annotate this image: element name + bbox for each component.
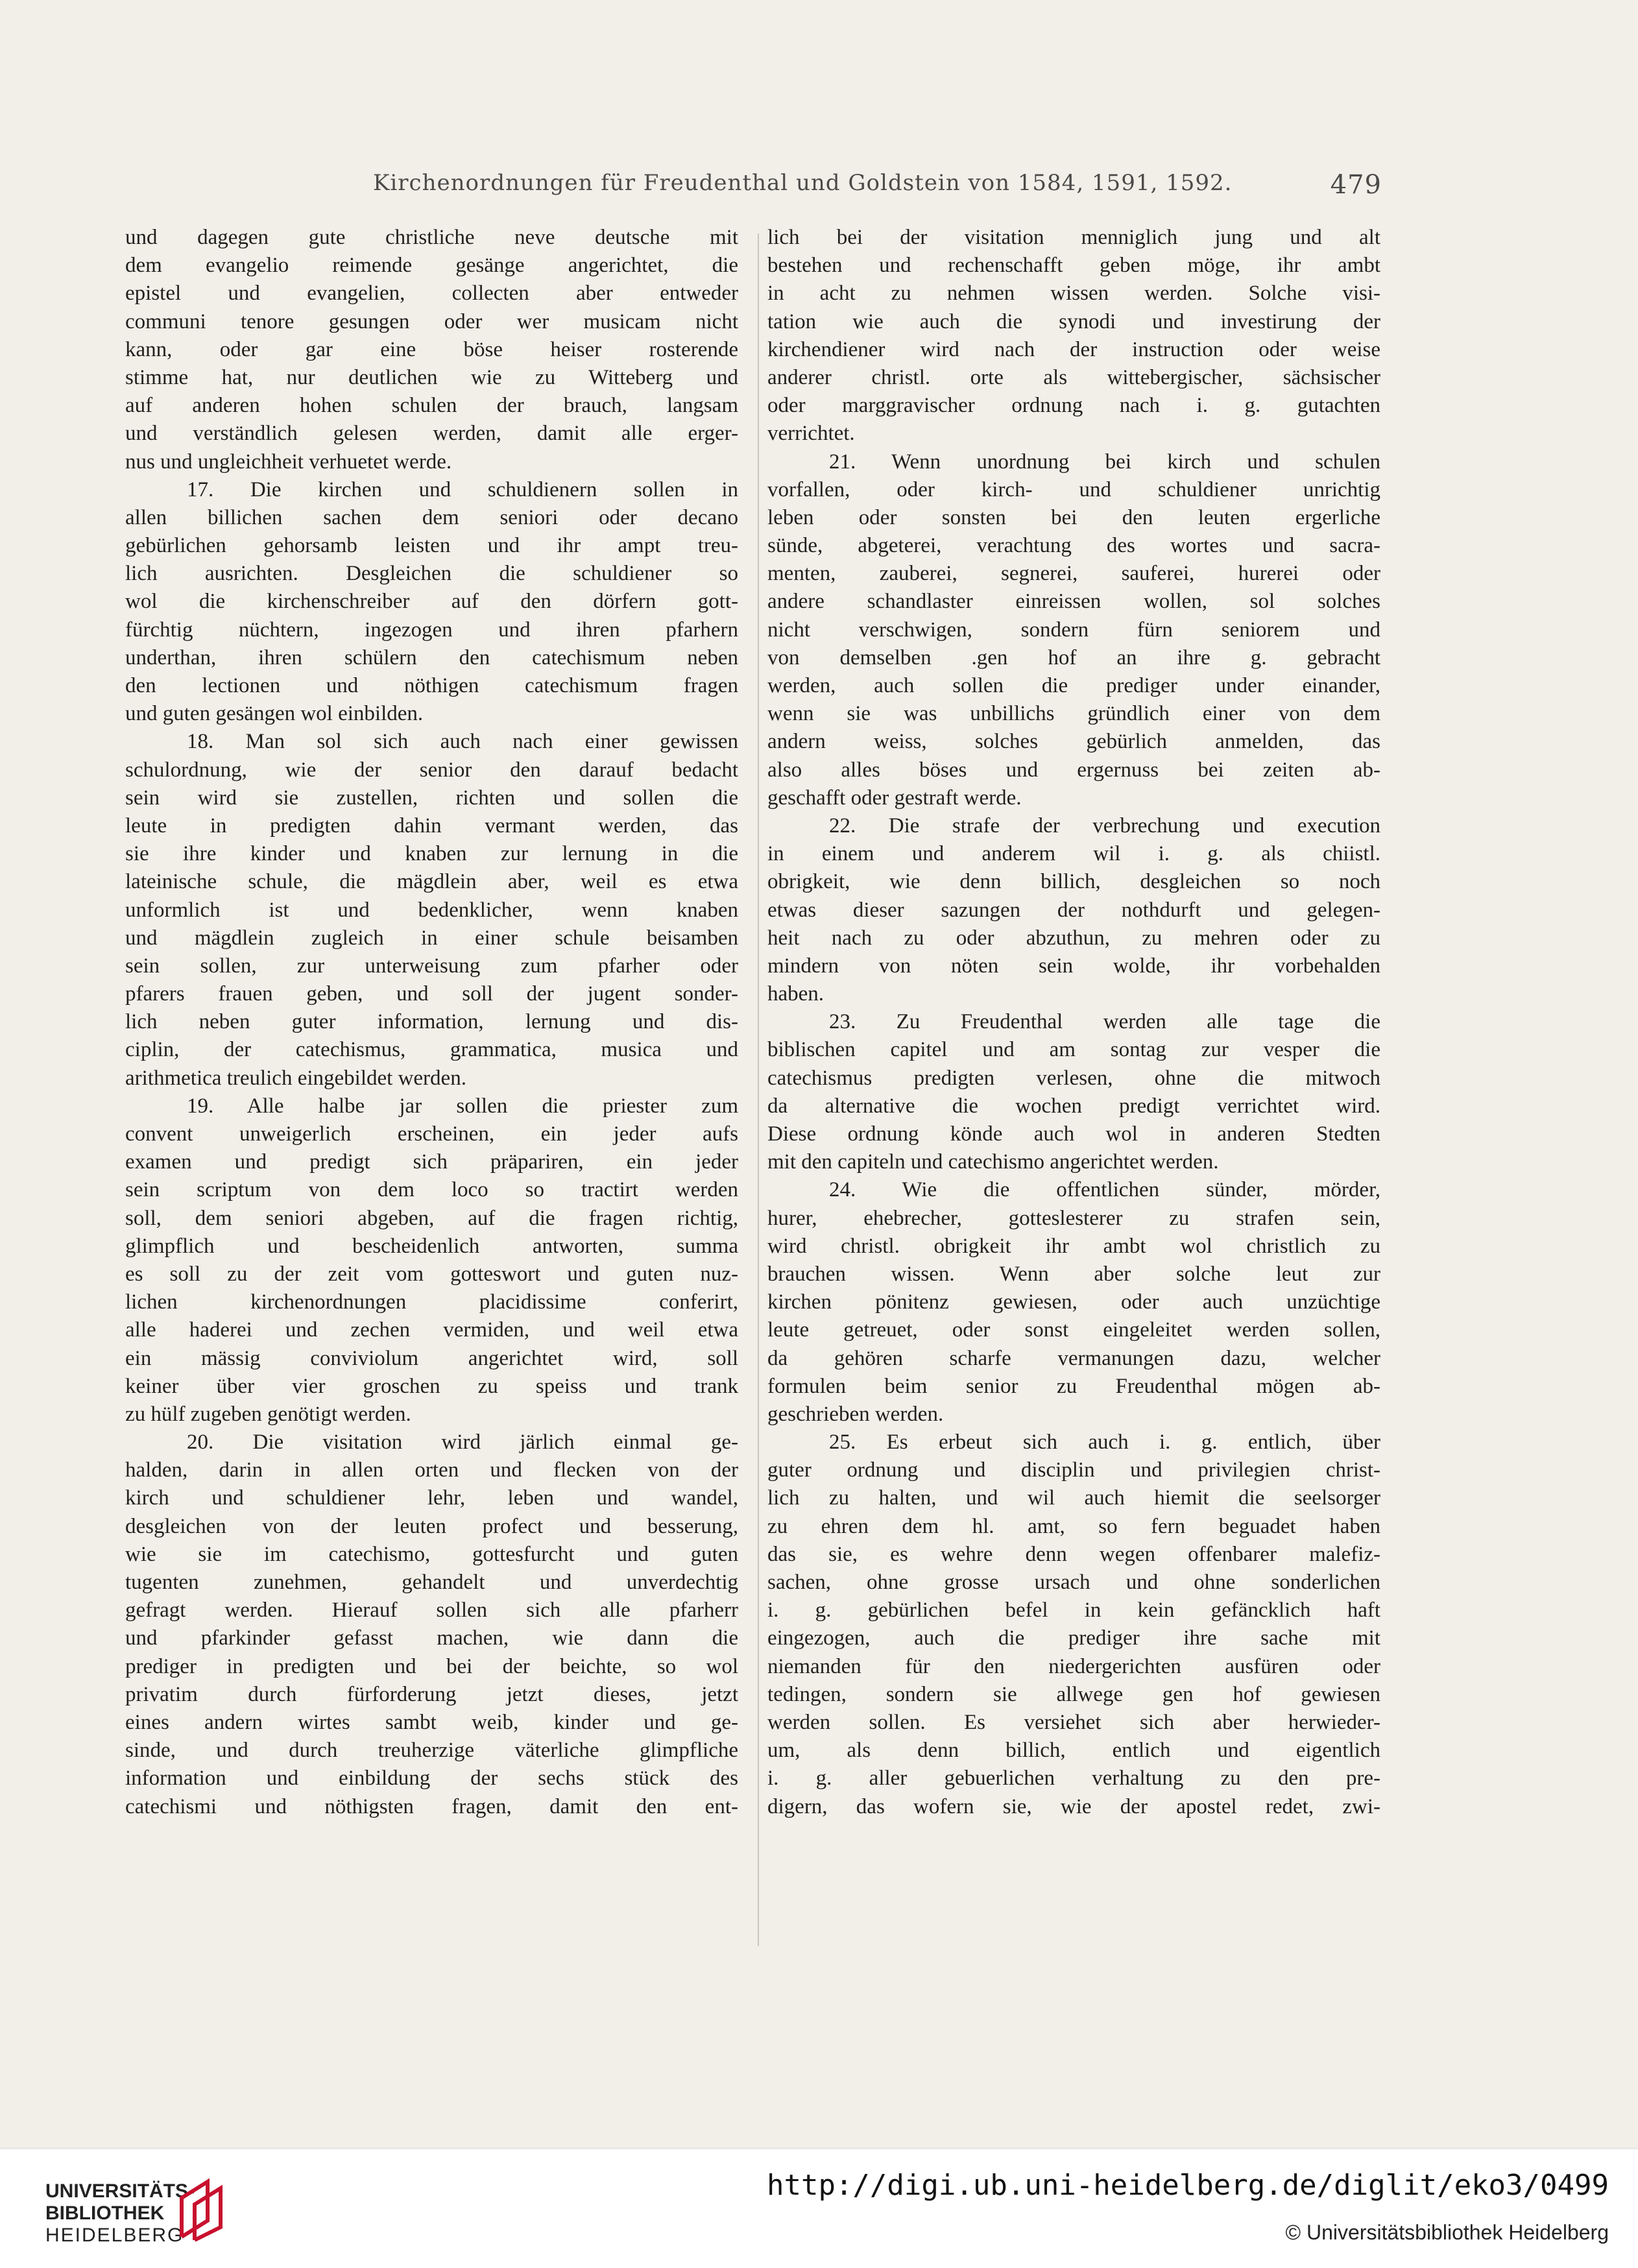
text-line: wol die kirchenschreiber auf den dörfern gott- [125,590,738,614]
text-line: und dagegen gute christliche neve deutsche mit [125,226,738,249]
text-line: epistel und evangelien, collecten aber entweder [125,282,738,306]
text-line: 25. Es erbeut sich auch i. g. entlich, über [829,1430,1380,1454]
footer-bar [0,2147,1638,2268]
text-line: und guten gesängen wol einbilden. [125,702,424,726]
logo-text: UNIVERSITÄTS- BIBLIOTHEK HEIDELBERG [45,2180,195,2246]
text-line: eines andern wirtes sambt weib, kinder und ge- [125,1710,738,1734]
text-line: und verständlich gelesen werden, damit alle erger- [125,422,738,446]
text-line: ciplin, der catechismus, grammatica, musica und [125,1038,738,1062]
text-line: 21. Wenn unordnung bei kirch und schulen [829,450,1380,474]
text-line: etwas dieser sazungen der nothdurft und gelegen- [767,898,1380,922]
text-line: den lectionen und nöthigen catechismum fragen [125,674,738,697]
text-line: sie ihre kinder und knaben zur lernung in die [125,842,738,866]
text-line: lich zu halten, und wil auch hiemit die seelsorger [767,1486,1380,1510]
copyright-notice: © Universitätsbibliothek Heidelberg [1285,2221,1609,2244]
header-title: Kirchenordnungen für Freudenthal und Goldstein von 1584, 1591, 1592. [373,170,1233,196]
text-line: nus und ungleichheit verhuetet werde. [125,450,452,474]
text-line: communi tenore gesungen oder wer musicam nicht [125,309,738,333]
text-line: anderer christl. orte als wittebergischer, sächsischer [767,365,1380,389]
text-line: haben. [767,982,825,1006]
text-line: digern, das wofern sie, wie der apostel redet, zwi- [767,1794,1380,1818]
text-line: leben oder sonsten bei den leuten ergerliche [767,505,1380,529]
text-line: brauchen wissen. Wenn aber solche leut zur [767,1262,1380,1286]
column-divider [758,234,759,1946]
text-line: catechismus predigten verlesen, ohne die mitwoch [767,1066,1380,1090]
text-line: allen billichen sachen dem seniori oder decano [125,505,738,529]
text-line: niemanden für den niedergerichten ausfüren oder [767,1654,1380,1678]
text-line: schulordnung, wie der senior den darauf bedacht [125,758,738,782]
text-line: sein wird sie zustellen, richten und sollen die [125,786,738,810]
text-line: 19. Alle halbe jar sollen die priester zum [187,1094,738,1118]
text-line: 22. Die strafe der verbrechung und execution [829,814,1380,838]
text-line: catechismi und nöthigsten fragen, damit den ent- [125,1794,738,1818]
text-line: leute getreuet, oder sonst eingeleitet werden sollen, [767,1318,1380,1342]
text-line: zu hülf zugeben genötigt werden. [125,1402,411,1426]
text-line: leute in predigten dahin vermant werden, das [125,814,738,838]
text-line: kirchen pönitenz gewiesen, oder auch unzüchtige [767,1290,1380,1314]
library-logo[interactable] [45,2175,240,2247]
text-line: desgleichen von der leuten profect und besserung, [125,1514,738,1538]
text-line: convent unweigerlich erscheinen, ein jeder aufs [125,1122,738,1146]
text-line: privatim durch fürforderung jetzt dieses, jetzt [125,1682,738,1706]
text-line: tation wie auch die synodi und investirung der [767,309,1380,333]
text-line: wird christl. obrigkeit ihr ambt wol christlich zu [767,1234,1380,1258]
text-line: da gehören scharfe vermanungen dazu, welcher [767,1346,1380,1370]
text-line: und mägdlein zugleich in einer schule beisamben [125,926,738,950]
text-line: hurer, ehebrecher, gotteslesterer zu strafen sein, [767,1206,1380,1230]
text-line: sinde, und durch treuherzige väterliche glimpfliche [125,1739,738,1763]
text-line: lich neben guter information, lernung und dis- [125,1010,738,1034]
text-line: also alles böses und ergernuss bei zeiten ab- [767,758,1380,782]
text-line: ein mässig conviviolum angerichtet wird, soll [125,1346,738,1370]
text-line: 23. Zu Freudenthal werden alle tage die [829,1010,1380,1034]
text-line: geschrieben werden. [767,1402,944,1426]
text-line: mindern von nöten sein wolde, ihr vorbehalden [767,954,1380,978]
text-line: obrigkeit, wie denn billich, desgleichen so noch [767,870,1380,894]
text-line: i. g. gebürlichen befel in kein gefäncklich haft [767,1598,1380,1623]
text-line: oder marggravischer ordnung nach i. g. gutachten [767,394,1380,418]
text-line: sachen, ohne grosse ursach und ohne sonderlichen [767,1571,1380,1594]
text-line: tugenten zunehmen, gehandelt und unverdechtig [125,1571,738,1594]
text-line: 17. Die kirchen und schuldienern sollen in [187,477,738,501]
text-line: fürchtig nüchtern, ingezogen und ihren pfarhern [125,618,738,642]
text-line: sein sollen, zur unterweisung zum pfarher oder [125,954,738,978]
text-line: auf anderen hohen schulen der brauch, langsam [125,394,738,418]
text-line: i. g. aller gebuerlichen verhaltung zu den pre- [767,1767,1380,1791]
text-line: 20. Die visitation wird järlich einmal ge- [187,1430,738,1454]
text-line: vorfallen, oder kirch- und schuldiener unrichtig [767,477,1380,501]
text-line: sünde, abgeterei, verachtung des wortes und sacra- [767,534,1380,558]
text-line: kirch und schuldiener lehr, leben und wandel, [125,1486,738,1510]
text-line: bestehen und rechenschafft geben möge, ihr ambt [767,254,1380,278]
text-line: in acht zu nehmen wissen werden. Solche visi- [767,282,1380,306]
text-line: keiner über vier groschen zu speiss und trank [125,1374,738,1398]
text-line: biblischen capitel und am sontag zur vesper die [767,1038,1380,1062]
text-line: sein scriptum von dem loco so tractirt werden [125,1178,738,1202]
text-line: 18. Man sol sich auch nach einer gewissen [187,730,738,754]
left-text-column [125,224,738,1821]
text-line: arithmetica treulich eingebildet werden. [125,1066,466,1090]
text-line: 24. Wie die offentlichen sünder, mörder, [829,1178,1380,1202]
text-line: wie sie im catechismo, gottesfurcht und guten [125,1542,738,1566]
text-line: das sie, es wehre denn wegen offenbarer malefiz- [767,1542,1380,1566]
text-line: nicht verschwigen, sondern fürn seniorem und [767,618,1380,642]
text-line: werden sollen. Es versiehet sich aber herwieder- [767,1710,1380,1734]
text-line: stimme hat, nur deutlichen wie zu Witteberg und [125,365,738,389]
text-line: kirchendiener wird nach der instruction oder weise [767,337,1380,361]
text-line: gefragt werden. Hierauf sollen sich alle pfarherr [125,1598,738,1623]
text-line: tedingen, sondern sie allwege gen hof gewiesen [767,1682,1380,1706]
text-line: da alternative die wochen predigt verrichtet wird. [767,1094,1380,1118]
text-line: mit den capiteln und catechismo angerichtet werden. [767,1150,1219,1174]
text-line: lich bei der visitation menniglich jung und alt [767,226,1380,249]
text-line: lateinische schule, die mägdlein aber, weil es etwa [125,870,738,894]
text-line: information und einbildung der sechs stück des [125,1767,738,1791]
text-line: werden, auch sollen die prediger under einander, [767,674,1380,697]
text-line: guter ordnung und disciplin und privilegien christ- [767,1458,1380,1482]
text-line: soll, dem seniori abgeben, auf die fragen richtig, [125,1206,738,1230]
text-line: es soll zu der zeit vom gotteswort und guten nuz- [125,1262,738,1286]
text-line: unformlich ist und bedenklicher, wenn knaben [125,898,738,922]
text-line: lich ausrichten. Desgleichen die schuldiener so [125,562,738,586]
text-line: formulen beim senior zu Freudenthal mögen ab- [767,1374,1380,1398]
text-line: zu ehren dem hl. amt, so fern beguadet haben [767,1514,1380,1538]
text-line: halden, darin in allen orten und flecken von der [125,1458,738,1482]
text-line: um, als denn billich, entlich und eigentlich [767,1739,1380,1763]
right-text-column [767,224,1380,1821]
text-line: Diese ordnung könde auch wol in anderen Stedten [767,1122,1380,1146]
text-line: lichen kirchenordnungen placidissime conferirt, [125,1290,738,1314]
text-line: glimpflich und bescheidenlich antworten, summa [125,1234,738,1258]
page-number: 479 [1330,170,1382,200]
permalink-url[interactable]: http://digi.ub.uni-heidelberg.de/diglit/eko3/0499 [766,2169,1609,2202]
running-header [123,170,1388,202]
text-line: eingezogen, auch die prediger ihre sache mit [767,1626,1380,1650]
text-line: andern weiss, solches gebürlich anmelden, das [767,730,1380,754]
text-line: dem evangelio reimende gesänge angerichtet, die [125,254,738,278]
text-line: von demselben .gen hof an ihre g. gebracht [767,645,1380,670]
text-line: prediger in predigten und bei der beichte, so wol [125,1654,738,1678]
text-line: heit nach zu oder abzuthun, zu mehren oder zu [767,926,1380,950]
text-line: menten, zauberei, segnerei, sauferei, hurerei oder [767,562,1380,586]
text-line: underthan, ihren schülern den catechismum neben [125,645,738,670]
text-line: verrichtet. [767,422,855,446]
text-line: gebürlichen gehorsamb leisten und ihr ampt treu- [125,534,738,558]
text-line: kann, oder gar eine böse heiser rosterende [125,337,738,361]
logo-mark-icon [169,2175,234,2247]
text-line: in einem und anderem wil i. g. als chiistl. [767,842,1380,866]
text-line: andere schandlaster einreissen wollen, sol solches [767,590,1380,614]
text-line: wenn sie was unbillichs gründlich einer von dem [767,702,1380,726]
text-line: examen und predigt sich präpariren, ein jeder [125,1150,738,1174]
text-line: alle haderei und zechen vermiden, und weil etwa [125,1318,738,1342]
text-line: und pfarkinder gefasst machen, wie dann die [125,1626,738,1650]
text-line: pfarers frauen geben, und soll der jugent sonder- [125,982,738,1006]
text-line: geschafft oder gestraft werde. [767,786,1022,810]
